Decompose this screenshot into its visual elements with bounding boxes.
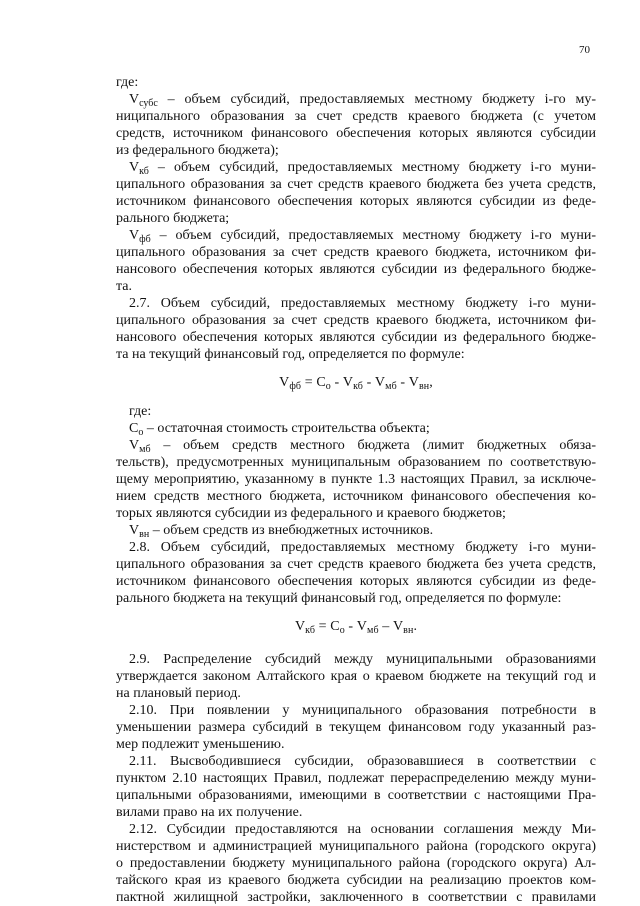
text-line: источником финансового обеспечения которых являются субсидии из феде- (116, 574, 596, 589)
text-line: 2.7. Объем субсидий, предоставляемых местному бюджету i-го муни- (129, 296, 596, 311)
text-line: торых являются субсидии из федерального и краевого бюджетов; (116, 506, 506, 521)
text-line: та. (116, 279, 133, 294)
text-line: средств, источником финансового обеспечения которых являются субсидии (116, 126, 596, 141)
text-line: ципального образования за счет средств краевого бюджета без учета средств, (116, 557, 596, 572)
page-number: 70 (579, 44, 590, 56)
text-line: источником финансового обеспечения которых являются субсидии из феде- (116, 194, 596, 209)
formula-line: $V_{фб} = С_о - V_{кб} - V_{мб} - V_{вн}$, (279, 375, 433, 392)
text-line: 2.11. Высвободившиеся субсидии, образовавшиеся в соответствии с (129, 754, 596, 769)
document-body (116, 74, 596, 906)
text-line: тельств), предусмотренных муниципальным образованием по соответствую- (116, 455, 596, 470)
text-line: утверждается законом Алтайского края о краевом бюджете на текущий год и (116, 669, 596, 684)
text-line: на плановый период. (116, 686, 241, 701)
text-line: нистерством и администрацией муниципального района (городского округа) (116, 839, 596, 854)
text-line: нансового обеспечения которых являются субсидии из федерального бюдже- (116, 262, 596, 277)
formula-line: $V_{кб} = С_о - V_{мб} - V_{вн}$. (294, 619, 418, 636)
text-line: $С_о$ – остаточная стоимость строительства объекта; (129, 421, 430, 438)
text-line: пунктом 2.10 настоящих Правил, подлежат перераспределению между муни- (116, 771, 596, 786)
text-line: вилами право на их получение. (116, 805, 303, 820)
text-line: ципального образования за счет средств краевого бюджета без учета средств, (116, 177, 596, 192)
text-line: 2.10. При появлении у муниципального образования потребности в (129, 703, 596, 718)
text-line: из федерального бюджета); (116, 143, 279, 158)
text-line: нием средств местного бюджета, источником финансового обеспечения ко- (116, 489, 596, 504)
text-line: $V_{вн}$ – объем средств из внебюджетных источников. (129, 523, 434, 540)
text-line: уменьшении размера субсидий в текущем финансовом году указанный раз- (116, 720, 596, 735)
text-line: где: (116, 75, 139, 90)
text-line: тайского края из краевого бюджета субсидии на реализацию проектов ком- (116, 873, 596, 888)
text-line: 2.9. Распределение субсидий между муниципальными образованиями (129, 652, 596, 667)
text-line: пактной жилищной застройки, заключенного в соответствии с правилами (116, 890, 596, 905)
text-line: рального бюджета на текущий финансовый год, определяется по формуле: (116, 591, 562, 606)
text-line: ципального образования за счет средств краевого бюджета, источником фи- (116, 245, 596, 260)
text-line: рального бюджета; (116, 211, 230, 226)
text-line: где: (129, 404, 152, 419)
text-line: $V_{кб}$ – объем субсидий, предоставляемых местному бюджету i-го муни- (129, 160, 596, 177)
text-line: ниципального образования за счет средств краевого бюджета (с учетом (116, 109, 596, 124)
text-line: $V_{фб}$ – объем субсидий, предоставляемых местному бюджету i-го муни- (129, 228, 596, 245)
text-line: ципальными образованиями, имеющими в соответствии с настоящими Пра- (116, 788, 596, 803)
text-line: щему мероприятию, указанному в пункте 1.3 настоящих Правил, за исключе- (116, 472, 596, 487)
text-line: $V_{мб}$ – объем средств местного бюджета (лимит бюджетных обяза- (129, 438, 596, 455)
text-line: та на текущий финансовый год, определяется по формуле: (116, 347, 465, 362)
text-line: 2.8. Объем субсидий, предоставляемых местному бюджету i-го муни- (129, 540, 596, 555)
text-line: $V_{субс}$ – объем субсидий, предоставляемых местному бюджету i-го му- (129, 92, 596, 109)
text-line: нансового обеспечения которых являются субсидии из федерального бюдже- (116, 330, 596, 345)
text-line: о предоставлении бюджету муниципального района (городского округа) Ал- (116, 856, 596, 871)
text-line: мер подлежит уменьшению. (116, 737, 285, 752)
text-line: ципального образования за счет средств краевого бюджета, источником фи- (116, 313, 596, 328)
text-line: 2.12. Субсидии предоставляются на основании соглашения между Ми- (129, 822, 596, 837)
